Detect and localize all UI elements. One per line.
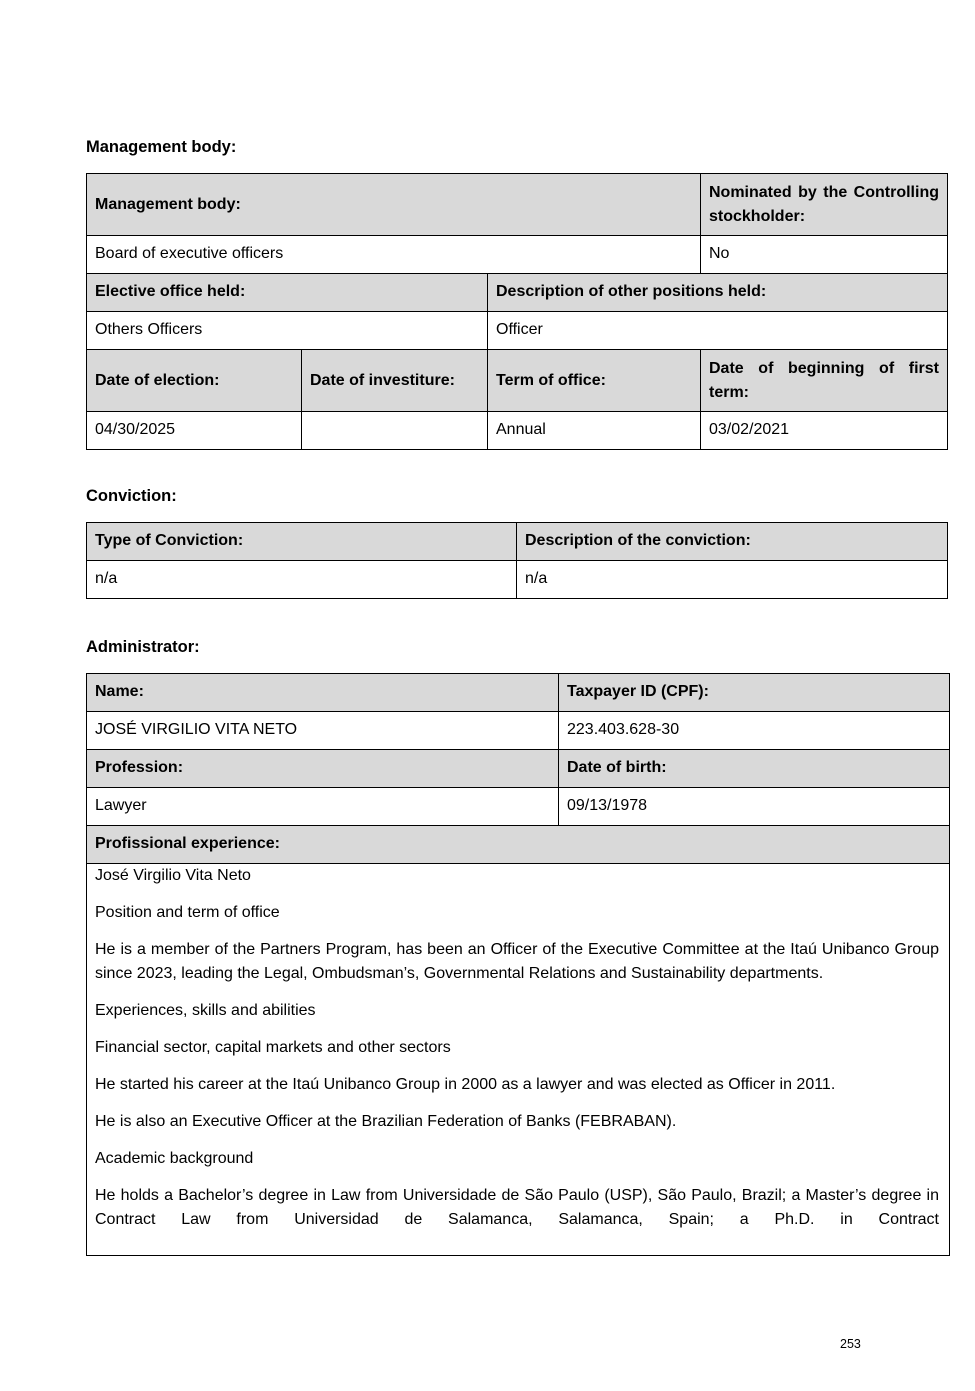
value-management-body: Board of executive officers (87, 236, 701, 274)
header-conviction-description: Description of the conviction: (517, 523, 948, 561)
header-name: Name: (87, 674, 559, 712)
experience-paragraph: Position and term of office (95, 904, 280, 921)
value-name: JOSÉ VIRGILIO VITA NETO (87, 712, 559, 750)
value-term-of-office: Annual (488, 412, 701, 450)
header-date-of-election: Date of election: (87, 350, 302, 412)
value-date-of-election: 04/30/2025 (87, 412, 302, 450)
value-elective-office: Others Officers (87, 312, 488, 350)
header-professional-experience: Profissional experience: (87, 826, 950, 864)
administrator-section-title: Administrator: (86, 638, 200, 656)
header-management-body: Management body: (87, 174, 701, 236)
value-type-of-conviction: n/a (87, 561, 517, 599)
value-cpf: 223.403.628-30 (559, 712, 950, 750)
experience-paragraph: Financial sector, capital markets and other sectors (95, 1039, 451, 1056)
experience-paragraph: Academic background (95, 1150, 254, 1167)
experience-paragraph: José Virgilio Vita Neto (95, 867, 251, 884)
experience-paragraph: He is also an Executive Officer at the Brazilian Federation of Banks (FEBRABAN). (95, 1113, 677, 1130)
experience-paragraph: He is a member of the Partners Program, has been an Officer of the Executive Committee at the Itaú Unibanco Group since 2023, leading the Legal, Ombudsman’s, Governmental Relations and Sustainability departments. (95, 941, 939, 982)
header-type-of-conviction: Type of Conviction: (87, 523, 517, 561)
value-nominated: No (701, 236, 948, 274)
header-elective-office: Elective office held: (87, 274, 488, 312)
value-first-term: 03/02/2021 (701, 412, 948, 450)
value-profession: Lawyer (87, 788, 559, 826)
header-other-positions: Description of other positions held: (488, 274, 948, 312)
header-term-of-office: Term of office: (488, 350, 701, 412)
header-profession: Profession: (87, 750, 559, 788)
management-section-title: Management body: (86, 138, 237, 156)
experience-paragraph: He started his career at the Itaú Unibanco Group in 2000 as a lawyer and was elected as Officer in 2011. (95, 1076, 836, 1093)
conviction-section-title: Conviction: (86, 487, 177, 505)
value-other-positions: Officer (488, 312, 948, 350)
header-first-term: Date of beginning of first term: (701, 350, 948, 412)
conviction-table (86, 522, 948, 599)
management-table (86, 173, 948, 450)
administrator-table (86, 673, 950, 1256)
header-date-of-investiture: Date of investiture: (302, 350, 488, 412)
professional-experience-body (87, 864, 950, 1256)
header-date-of-birth: Date of birth: (559, 750, 950, 788)
value-conviction-description: n/a (517, 561, 948, 599)
header-nominated: Nominated by the Controlling stockholder: (701, 174, 948, 236)
page-number: 253 (840, 1337, 861, 1351)
experience-paragraph: Experiences, skills and abilities (95, 1002, 316, 1019)
value-date-of-birth: 09/13/1978 (559, 788, 950, 826)
experience-paragraph: He holds a Bachelor’s degree in Law from Universidade de São Paulo (USP), São Paulo, Brazil; a Master’s degree in Contract Law from Universidad de Salamanca, Salamanca, Spain; a Ph.D. in Contract (95, 1187, 939, 1228)
value-date-of-investiture (302, 412, 488, 450)
header-cpf: Taxpayer ID (CPF): (559, 674, 950, 712)
